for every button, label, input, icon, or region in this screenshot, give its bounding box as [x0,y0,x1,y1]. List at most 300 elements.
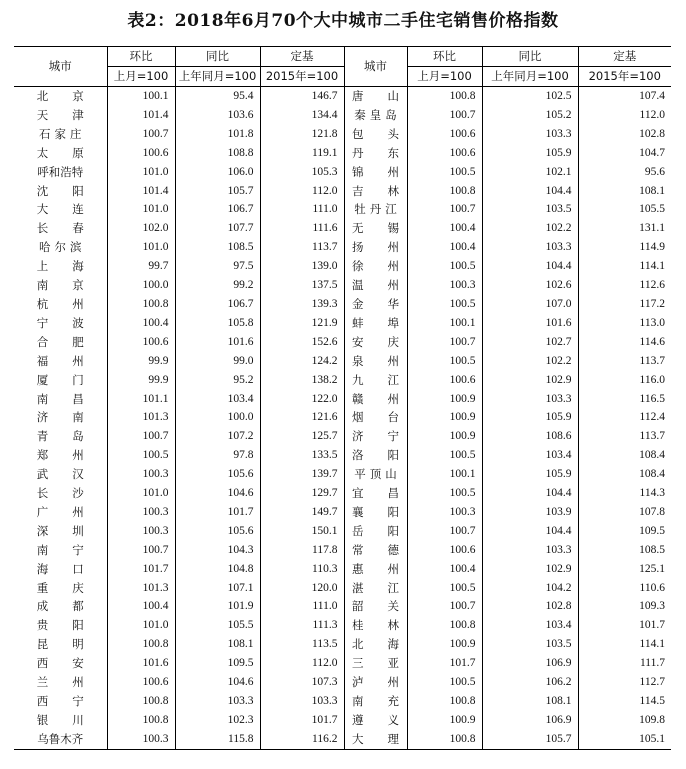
table-row [14,163,671,182]
yoy-value-right: 106.2 [482,673,578,692]
city-name-right [344,219,423,238]
city-label: 洛阳 [352,448,423,463]
header-yoy-left: 同比 [175,47,260,67]
yoy-value-left: 103.3 [175,692,260,711]
city-label: 北海 [352,637,423,652]
yoy-value-right: 102.2 [482,219,578,238]
city-label: 西宁 [36,694,108,708]
yoy-value-right: 103.3 [482,238,578,257]
base-value-left: 120.0 [260,579,344,598]
mom-value-right: 100.6 [407,125,482,144]
city-label: 郑州 [36,448,108,463]
table-row [14,390,671,409]
city-name-right [344,144,423,163]
base-value-right: 131.1 [578,219,671,238]
table-row [14,503,671,522]
mom-value-right: 100.9 [407,427,482,446]
city-name-left [14,503,107,522]
table-row [14,219,671,238]
city-name-right [344,125,423,144]
yoy-value-right: 106.9 [482,711,578,730]
header-base-sub-left: 2015年=100 [260,67,344,87]
base-value-left: 112.0 [260,182,344,201]
city-name-left [14,408,107,427]
yoy-value-left: 99.0 [175,352,260,371]
table-row [14,484,671,503]
mom-value-right: 100.9 [407,408,482,427]
base-value-left: 112.0 [260,654,344,673]
mom-value-left: 101.0 [107,163,175,182]
yoy-value-left: 106.0 [175,163,260,182]
header-city-left: 城市 [14,47,107,87]
city-name-left [14,144,107,163]
base-value-left: 116.2 [260,730,344,749]
table-row [14,257,671,276]
city-name-left [14,730,107,749]
city-label: 广州 [36,504,108,519]
mom-value-left: 100.3 [107,465,175,484]
city-name-right [344,257,423,276]
city-name-left [14,106,107,125]
yoy-value-left: 95.4 [175,87,260,106]
base-value-left: 149.7 [260,503,344,522]
base-value-right: 112.4 [578,408,671,427]
yoy-value-right: 102.8 [482,597,578,616]
yoy-value-right: 108.1 [482,692,578,711]
table-row [14,597,671,616]
table-row [14,276,671,295]
mom-value-left: 100.3 [107,522,175,541]
yoy-value-left: 106.7 [175,200,260,219]
yoy-value-left: 101.8 [175,125,260,144]
city-label: 泉州 [352,353,423,368]
base-value-left: 110.3 [260,560,344,579]
city-label: 平顶山 [354,467,401,482]
table-row [14,352,671,371]
table-row [14,711,671,730]
yoy-value-right: 103.3 [482,390,578,409]
mom-value-left: 100.8 [107,711,175,730]
mom-value-right: 101.7 [407,654,482,673]
table-row [14,295,671,314]
header-base-right: 定基 [578,47,671,67]
city-label: 银川 [36,712,108,727]
base-value-right: 116.0 [578,371,671,390]
city-name-left [14,654,107,673]
mom-value-left: 100.8 [107,635,175,654]
base-value-right: 108.4 [578,446,671,465]
mom-value-right: 100.9 [407,390,482,409]
base-value-left: 125.7 [260,427,344,446]
table-row [14,427,671,446]
city-label: 大理 [352,731,423,746]
yoy-value-left: 106.7 [175,295,260,314]
mom-value-left: 101.4 [107,106,175,125]
city-name-left [14,541,107,560]
city-name-left [14,87,107,106]
table-row [14,446,671,465]
city-name-right [344,182,423,201]
yoy-value-right: 102.7 [482,333,578,352]
mom-value-left: 99.9 [107,352,175,371]
mom-value-left: 100.6 [107,673,175,692]
mom-value-left: 100.4 [107,597,175,616]
yoy-value-right: 102.9 [482,371,578,390]
base-value-left: 105.3 [260,163,344,182]
base-value-right: 114.3 [578,484,671,503]
table-row [14,579,671,598]
mom-value-right: 100.8 [407,182,482,201]
base-value-left: 146.7 [260,87,344,106]
mom-value-right: 100.5 [407,579,482,598]
city-name-right [344,390,423,409]
yoy-value-left: 104.3 [175,541,260,560]
table-row [14,673,671,692]
yoy-value-right: 104.2 [482,579,578,598]
city-name-left [14,522,107,541]
city-name-right [344,333,423,352]
city-label: 常德 [352,542,423,557]
base-value-left: 124.2 [260,352,344,371]
mom-value-left: 100.5 [107,446,175,465]
table-row [14,87,671,106]
mom-value-right: 100.1 [407,465,482,484]
city-label: 徐州 [352,259,423,274]
table-row [14,144,671,163]
mom-value-right: 100.7 [407,106,482,125]
table-row [14,560,671,579]
base-value-right: 108.5 [578,541,671,560]
base-value-right: 113.0 [578,314,671,333]
yoy-value-left: 107.7 [175,219,260,238]
yoy-value-right: 103.5 [482,200,578,219]
mom-value-right: 100.5 [407,352,482,371]
yoy-value-left: 105.6 [175,465,260,484]
city-name-right [344,579,423,598]
mom-value-left: 101.3 [107,579,175,598]
mom-value-left: 100.8 [107,295,175,314]
mom-value-right: 100.5 [407,446,482,465]
city-name-right [344,541,423,560]
base-value-left: 139.7 [260,465,344,484]
mom-value-left: 100.6 [107,144,175,163]
city-name-left [14,276,107,295]
city-name-right [344,503,423,522]
city-label: 蚌埠 [352,315,423,330]
base-value-left: 103.3 [260,692,344,711]
yoy-value-left: 107.2 [175,427,260,446]
base-value-right: 108.1 [578,182,671,201]
mom-value-right: 100.4 [407,560,482,579]
yoy-value-right: 102.5 [482,87,578,106]
base-value-right: 109.8 [578,711,671,730]
city-label: 温州 [352,278,423,293]
city-name-left [14,314,107,333]
city-label: 长春 [36,221,108,236]
table-row [14,730,671,749]
base-value-right: 113.7 [578,427,671,446]
table-row [14,314,671,333]
city-name-right [344,616,423,635]
city-name-right [344,730,423,749]
city-name-right [344,711,423,730]
yoy-value-right: 103.4 [482,616,578,635]
city-name-right [344,446,423,465]
base-value-right: 95.6 [578,163,671,182]
yoy-value-right: 105.2 [482,106,578,125]
city-label: 北京 [36,89,108,103]
mom-value-right: 100.4 [407,238,482,257]
yoy-value-right: 103.5 [482,635,578,654]
base-value-left: 121.6 [260,408,344,427]
header-mom-right: 环比 [407,47,482,67]
yoy-value-left: 105.8 [175,314,260,333]
mom-value-right: 100.8 [407,730,482,749]
mom-value-right: 100.3 [407,276,482,295]
mom-value-right: 100.3 [407,503,482,522]
yoy-value-left: 95.2 [175,371,260,390]
city-name-right [344,597,423,616]
base-value-right: 105.1 [578,730,671,749]
city-label: 无锡 [352,221,423,236]
mom-value-left: 101.0 [107,484,175,503]
city-label: 安庆 [352,334,423,349]
mom-value-right: 100.5 [407,163,482,182]
yoy-value-left: 103.4 [175,390,260,409]
city-label: 济南 [36,410,108,425]
city-label: 太原 [36,145,108,160]
city-name-left [14,238,107,257]
base-value-left: 139.3 [260,295,344,314]
header-mom-sub-right: 上月=100 [407,67,482,87]
base-value-right: 114.5 [578,692,671,711]
mom-value-left: 100.3 [107,730,175,749]
mom-value-left: 101.0 [107,238,175,257]
base-value-right: 114.1 [578,257,671,276]
table-row [14,182,671,201]
yoy-value-left: 103.6 [175,106,260,125]
base-value-right: 114.1 [578,635,671,654]
header-yoy-sub-left: 上年同月=100 [175,67,260,87]
city-name-left [14,295,107,314]
yoy-value-left: 101.7 [175,503,260,522]
mom-value-right: 100.6 [407,144,482,163]
city-name-left [14,390,107,409]
base-value-right: 105.5 [578,200,671,219]
base-value-right: 107.8 [578,503,671,522]
city-label: 岳阳 [352,523,423,538]
base-value-right: 117.2 [578,295,671,314]
base-value-left: 150.1 [260,522,344,541]
header-yoy-right: 同比 [482,47,578,67]
yoy-value-left: 108.5 [175,238,260,257]
city-label: 呼和浩特 [37,164,84,179]
header-city-right: 城市 [344,47,407,87]
city-name-left [14,597,107,616]
city-name-left [14,352,107,371]
mom-value-left: 101.4 [107,182,175,201]
base-value-right: 116.5 [578,390,671,409]
table-row [14,200,671,219]
city-name-left [14,200,107,219]
mom-value-right: 100.8 [407,692,482,711]
city-name-right [344,484,423,503]
yoy-value-right: 103.9 [482,503,578,522]
city-name-right [344,692,423,711]
mom-value-left: 101.6 [107,654,175,673]
city-label: 贵阳 [36,618,108,633]
city-label: 遵义 [352,712,423,727]
city-label: 秦皇岛 [354,107,401,122]
city-label: 上海 [36,259,108,274]
city-label: 南充 [352,694,423,708]
city-name-right [344,408,423,427]
mom-value-left: 101.0 [107,616,175,635]
city-name-right [344,673,423,692]
mom-value-right: 100.8 [407,616,482,635]
base-value-right: 112.0 [578,106,671,125]
city-name-right [344,295,423,314]
base-value-left: 139.0 [260,257,344,276]
city-name-right [344,200,407,219]
mom-value-right: 100.4 [407,219,482,238]
city-name-right [344,352,423,371]
yoy-value-left: 100.0 [175,408,260,427]
city-label: 惠州 [352,561,423,576]
mom-value-left: 100.3 [107,503,175,522]
city-label: 湛江 [352,580,423,595]
city-label: 三亚 [352,656,423,671]
base-value-left: 137.5 [260,276,344,295]
city-name-right [344,87,423,106]
city-label: 韶关 [352,599,423,614]
base-value-right: 108.4 [578,465,671,484]
yoy-value-right: 104.4 [482,484,578,503]
yoy-value-right: 102.6 [482,276,578,295]
table-row [14,541,671,560]
base-value-left: 138.2 [260,371,344,390]
base-value-right: 102.8 [578,125,671,144]
city-name-left [14,465,107,484]
base-value-left: 111.6 [260,219,344,238]
yoy-value-right: 102.9 [482,560,578,579]
city-name-left [14,560,107,579]
base-value-right: 104.7 [578,144,671,163]
city-label: 西安 [36,656,108,671]
yoy-value-right: 105.7 [482,730,578,749]
mom-value-left: 99.9 [107,371,175,390]
yoy-value-right: 108.6 [482,427,578,446]
city-label: 沈阳 [36,183,108,198]
yoy-value-left: 108.1 [175,635,260,654]
yoy-value-right: 105.9 [482,465,578,484]
mom-value-left: 100.1 [107,87,175,106]
city-name-left [14,219,107,238]
yoy-value-left: 101.6 [175,333,260,352]
city-label: 南京 [36,278,108,293]
city-label: 九江 [352,372,423,387]
yoy-value-left: 104.6 [175,673,260,692]
mom-value-right: 100.7 [407,333,482,352]
city-label: 成都 [36,599,108,614]
mom-value-left: 100.7 [107,427,175,446]
base-value-left: 121.8 [260,125,344,144]
mom-value-left: 100.7 [107,125,175,144]
city-label: 扬州 [352,240,423,255]
city-label: 厦门 [36,372,108,387]
yoy-value-left: 108.8 [175,144,260,163]
mom-value-left: 100.7 [107,541,175,560]
city-name-left [14,163,107,182]
mom-value-right: 100.6 [407,371,482,390]
base-value-left: 119.1 [260,144,344,163]
price-index-table [14,46,671,750]
base-value-right: 111.7 [578,654,671,673]
yoy-value-right: 104.4 [482,257,578,276]
city-label: 宁波 [36,315,108,330]
city-name-left [14,446,107,465]
table-title: 表2：2018年6月70个大中城市二手住宅销售价格指数 [127,11,559,31]
city-label: 石家庄 [39,126,86,141]
city-name-right [344,371,423,390]
city-label: 大连 [36,202,108,217]
city-label: 赣州 [352,391,423,406]
base-value-right: 114.6 [578,333,671,352]
city-label: 唐山 [352,89,423,103]
city-label: 福州 [36,353,108,368]
city-label: 锦州 [352,164,423,179]
table-row [14,654,671,673]
yoy-value-left: 107.1 [175,579,260,598]
city-label: 泸州 [352,675,423,690]
mom-value-left: 101.0 [107,200,175,219]
yoy-value-left: 97.5 [175,257,260,276]
base-value-right: 107.4 [578,87,671,106]
yoy-value-left: 104.6 [175,484,260,503]
city-name-left [14,371,107,390]
city-name-left [14,692,107,711]
mom-value-right: 100.9 [407,635,482,654]
base-value-right: 112.7 [578,673,671,692]
mom-value-right: 100.5 [407,257,482,276]
table-row [14,125,671,144]
city-label: 烟台 [352,410,423,425]
yoy-value-right: 104.4 [482,182,578,201]
base-value-right: 125.1 [578,560,671,579]
city-label: 兰州 [36,675,108,690]
city-name-left [14,616,107,635]
city-label: 南昌 [36,391,108,406]
city-name-right [344,427,423,446]
yoy-value-left: 99.2 [175,276,260,295]
city-name-right [344,106,407,125]
mom-value-right: 100.1 [407,314,482,333]
mom-value-left: 100.4 [107,314,175,333]
city-name-left [14,427,107,446]
yoy-value-right: 103.3 [482,541,578,560]
table-row [14,522,671,541]
city-name-left [14,125,107,144]
mom-value-left: 102.0 [107,219,175,238]
city-name-left [14,333,107,352]
city-name-right [344,465,407,484]
mom-value-left: 99.7 [107,257,175,276]
city-name-right [344,635,423,654]
base-value-right: 101.7 [578,616,671,635]
city-label: 深圳 [36,523,108,538]
city-name-left [14,673,107,692]
yoy-value-left: 105.6 [175,522,260,541]
